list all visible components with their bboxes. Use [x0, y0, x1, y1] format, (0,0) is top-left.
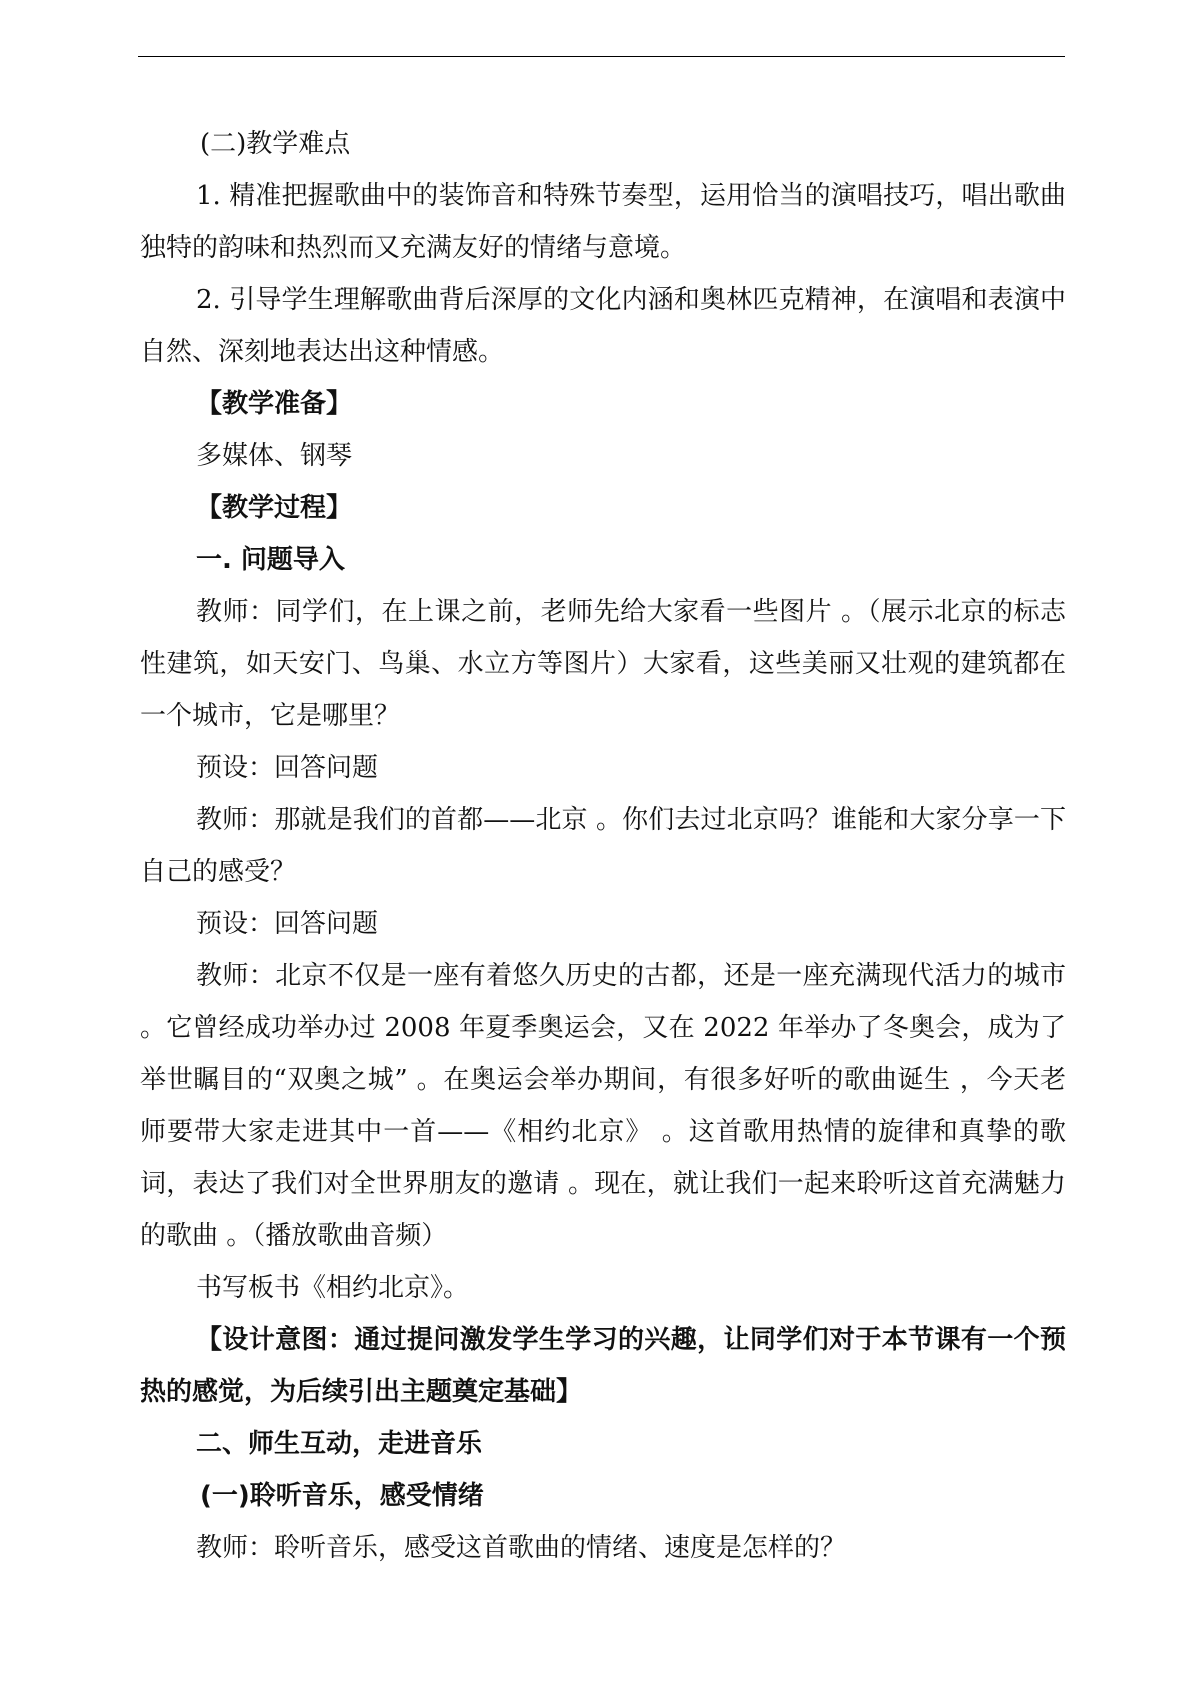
teacher-paragraph-3: 教师：北京不仅是一座有着悠久历史的古都，还是一座充满现代活力的城市 。它曾经成功举办过 2008 年夏季奥运会，又在 2022 年举办了冬奥会，成为了举世瞩目的“双奥之城” 。在奥运会举办期间，有很多好听的歌曲诞生 ，今天老师要带大家走进其中一首——《相约北京》 。这首歌用热情的旋律和真挚的歌词，表达了我们对全世界朋友的邀请 。现在，就让我们一起来聆听这首充满魅力的歌曲 。（播放歌曲音频） — [140, 961, 1066, 1251]
teacher-paragraph-2: 教师：那就是我们的首都——北京 。你们去过北京吗？谁能和大家分享一下自己的感受？ — [140, 805, 1066, 887]
difficulty-heading: (二)教学难点 — [200, 129, 351, 159]
blackboard-note: 书写板书《相约北京》。 — [196, 1273, 470, 1303]
process-heading: 【教学过程】 — [196, 493, 353, 523]
page-body — [140, 118, 1066, 1574]
subsection-1-heading: (一)聆听音乐，感受情绪 — [200, 1481, 484, 1511]
preparation-heading: 【教学准备】 — [196, 389, 353, 419]
header-rule — [138, 56, 1065, 57]
design-intent: 【设计意图：通过提问激发学生学习的兴趣，让同学们对于本节课有一个预热的感觉，为后续引出主题奠定基础】 — [140, 1325, 1066, 1407]
teacher-paragraph-1: 教师：同学们，在上课之前，老师先给大家看一些图片 。（展示北京的标志性建筑，如天安门、鸟巢、水立方等图片）大家看，这些美丽又壮观的建筑都在一个城市，它是哪里？ — [140, 597, 1066, 731]
section-2-heading: 二、师生互动，走进音乐 — [196, 1429, 483, 1459]
section-1-heading: 一. 问题导入 — [196, 545, 345, 575]
teacher-paragraph-4: 教师：聆听音乐，感受这首歌曲的情绪、速度是怎样的？ — [196, 1533, 847, 1563]
preset-answer-2: 预设：回答问题 — [196, 909, 379, 939]
difficulty-item-1: 1. 精准把握歌曲中的装饰音和特殊节奏型，运用恰当的演唱技巧，唱出歌曲独特的韵味和热烈而又充满友好的情绪与意境。 — [140, 181, 1066, 263]
preparation-body: 多媒体、钢琴 — [196, 441, 353, 471]
preset-answer-1: 预设：回答问题 — [196, 753, 379, 783]
difficulty-item-2: 2. 引导学生理解歌曲背后深厚的文化内涵和奥林匹克精神，在演唱和表演中自然、深刻地表达出这种情感。 — [140, 285, 1066, 367]
